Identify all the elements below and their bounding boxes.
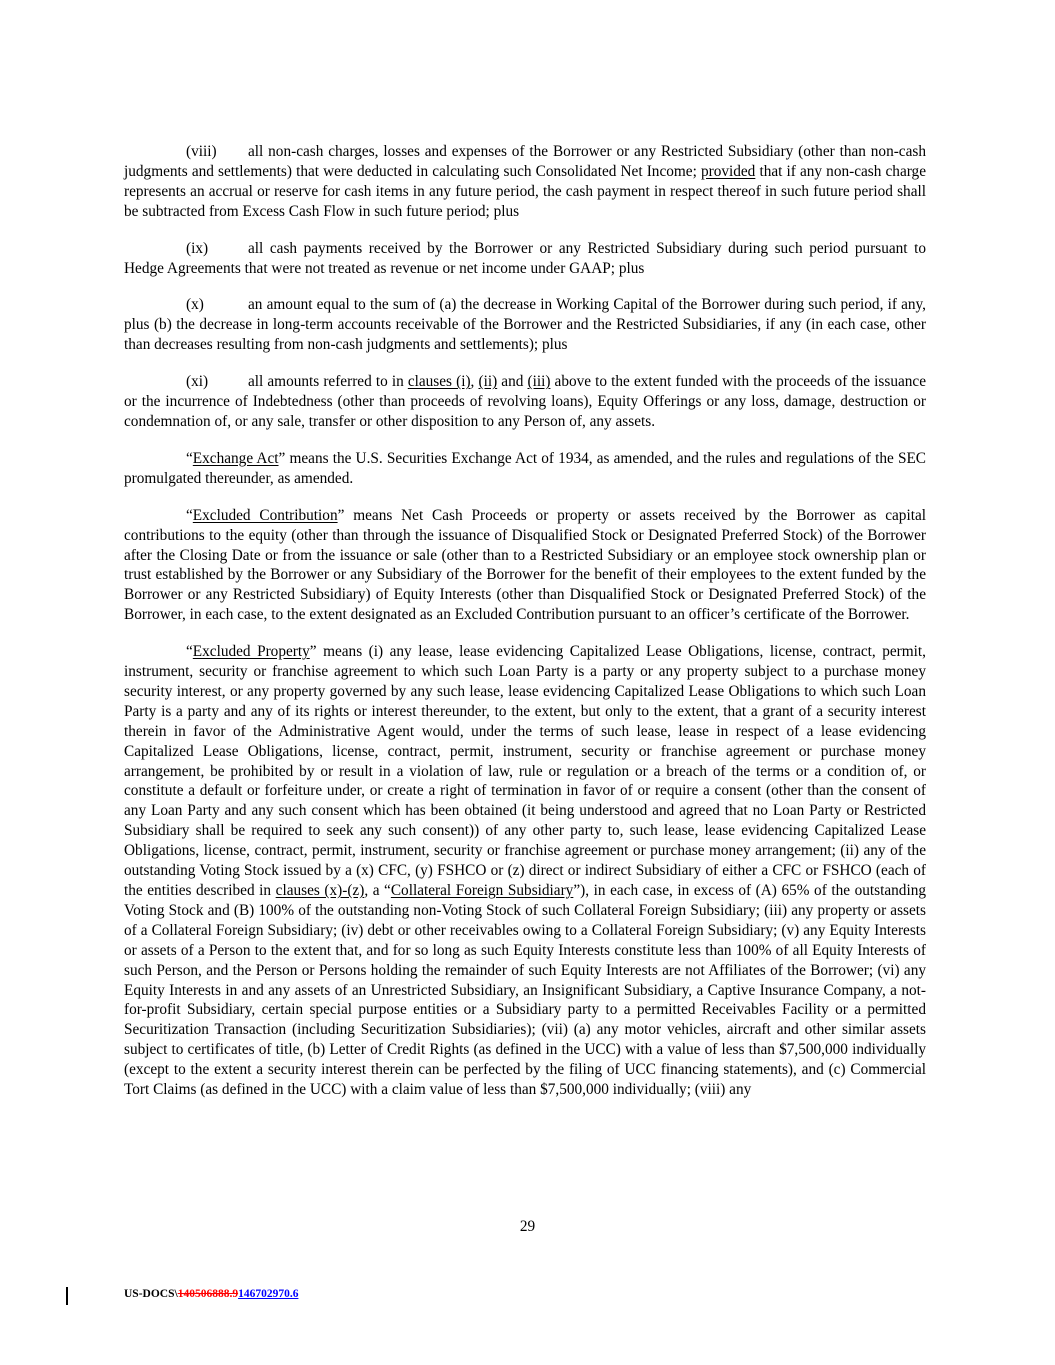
definition-excluded-property: “Excluded Property” means (i) any lease, lease evidencing Capitalized Lease Obligations, license, contract, permit, instrument, security or franchise agreement to which such Loan Party is a party or any property subject to a purchase money security interest, or any property governed by any such lease, lease evidencing Capitalized Lease Obligations to which such Loan Party is a party and any of its rights or interest thereunder, to the extent, but only to the extent, that a grant of a security interest therein in favor of the Administrative Agent would, under the terms of such lease, lease in respect of a lease evidencing Capitalized Lease Obligations, license, contract, permit, instrument, security or franchise agreement or purchase money arrangement, be prohibited by or result in a violation of law, rule or regulation or a breach of the terms or a condition of, or constitute a default or forfeiture under, or create a right of termination in favor of or require a consent (other than the consent of any Loan Party and any such consent which has been obtained (it being understood and agreed that no Loan Party or Restricted Subsidiary shall be required to seek any such consent)) of any other party to, such lease, lease evidencing Capitalized Lease Obligations, license, contract, permit, instrument, security or franchise agreement or purchase money arrangement; (ii) any of the outstanding Voting Stock issued by a (x) CFC, (y) FSHCO or (z) direct or indirect Subsidiary of either a CFC or FSHCO (each of the entities described in clauses (x)-(z), a “Collateral Foreign Subsidiary”), in each case, in excess of (A) 65% of the outstanding Voting Stock and (B) 100% of the outstanding non-Voting Stock of such Collateral Foreign Subsidiary; (iii) any property or assets of a Collateral Foreign Subsidiary; (iv) debt or other receivables owing to a Collateral Foreign Subsidiary; (v) any Equity Interests or assets of a Person to the extent that, and for so long as such Equity Interests constitute less than 100% of all Equity Interests of such Person, and the Person or Persons holding the remainder of such Equity Interests are not Affiliates of the Borrower; (vi) any Equity Interests in and any assets of an Unrestricted Subsidiary, an Insignificant Subsidiary, a Captive Insurance Company, a not-for-profit Subsidiary, certain special purpose entities or a Subsidiary party to a permitted Receivables Facility or a permitted Securitization Transaction (including Securitization Subsidiaries); (vii) (a) any motor vehicles, aircraft and other similar assets subject to certificates of title, (b) Letter of Credit Rights (as defined in the UCC) with a value of less than $7,500,000 individually (except to the extent a security interest therein can be perfected by the filing of UCC financing statements), and (c) Commercial Tort Claims (as defined in the UCC) with a claim value of less than $7,500,000 individually; (viii) any: [124, 643, 926, 1099]
document-body: [124, 142, 926, 1117]
clause-number: (viii): [186, 143, 217, 160]
doc-id-deleted: 140506888.9: [177, 1288, 239, 1300]
clause-reference: clauses (i): [407, 373, 471, 391]
clause-reference: (ii): [478, 373, 498, 391]
clause-reference: clauses (x)-(z): [275, 882, 365, 899]
provided-term: provided: [700, 162, 756, 180]
doc-id-inserted: 146702970.6: [238, 1288, 299, 1300]
clause-number: (xi): [186, 373, 209, 391]
clause-number: (x): [186, 296, 204, 314]
clause-x: (x) an amount equal to the sum of (a) the decrease in Working Capital of the Borrower during such period, if any, plus (b) the decrease in long-term accounts receivable of the Borrower and the Restricted Subsidiaries, if any (in each case, other than decreases resulting from non-cash judgments and settlements); plus: [124, 296, 926, 354]
page-number: 29: [519, 1218, 536, 1235]
defined-term: Exchange Act: [192, 449, 279, 467]
definition-exchange-act: “Exchange Act” means the U.S. Securities Exchange Act of 1934, as amended, and the rules and regulations of the SEC promulgated thereunder, as amended.: [124, 449, 927, 487]
revision-change-bar: [66, 1287, 68, 1305]
document-id: [124, 1288, 298, 1300]
clause-xi: (xi) all amounts referred to in clauses (i), (ii) and (iii) above to the extent funded with the proceeds of the issuance or the incurrence of Indebtedness (other than proceeds of revolving loans), Equity Offerings or any loss, damage, destruction or condemnation of, or any sale, transfer or other disposition to any Person of, any assets.: [124, 373, 927, 430]
defined-term: Excluded Property: [192, 643, 310, 661]
definition-excluded-contribution: “Excluded Contribution” means Net Cash Proceeds or property or assets received by the Borrower as capital contributions to the equity (other than through the issuance of Disqualified Stock or Designated Preferred Stock) of the Borrower after the Closing Date or from the issuance or sale (other than to a Restricted Subsidiary or an employee stock ownership plan or trust established by the Borrower or any Subsidiary of the Borrower for the benefit of their employees to the extent funded by the Borrower or any Restricted Subsidiary) of Equity Interests (other than Disqualified Stock or Designated Preferred Stock) of the Borrower, in each case, to the extent designated as an Excluded Contribution pursuant to an officer’s certificate of the Borrower.: [124, 506, 926, 624]
defined-term: Collateral Foreign Subsidiary: [390, 882, 574, 899]
clause-ix: (ix) all cash payments received by the Borrower or any Restricted Subsidiary during such period pursuant to Hedge Agreements that were not treated as revenue or net income under GAAP; plus: [124, 239, 926, 277]
clause-reference: (iii): [527, 373, 551, 391]
clause-viii: (viii) all non-cash charges, losses and expenses of the Borrower or any Restricted Subsidiary (other than non-cash judgments and settlements) that were deducted in calculating such Consolidated Net Income; provided that if any non-cash charge represents an accrual or reserve for cash items in any future period, the cash payment in respect thereof in such future period shall be subtracted from Excess Cash Flow in such future period; plus: [124, 143, 926, 220]
clause-number: (ix): [186, 239, 209, 257]
defined-term: Excluded Contribution: [192, 506, 338, 524]
doc-id-prefix: US-DOCS\: [124, 1288, 178, 1300]
